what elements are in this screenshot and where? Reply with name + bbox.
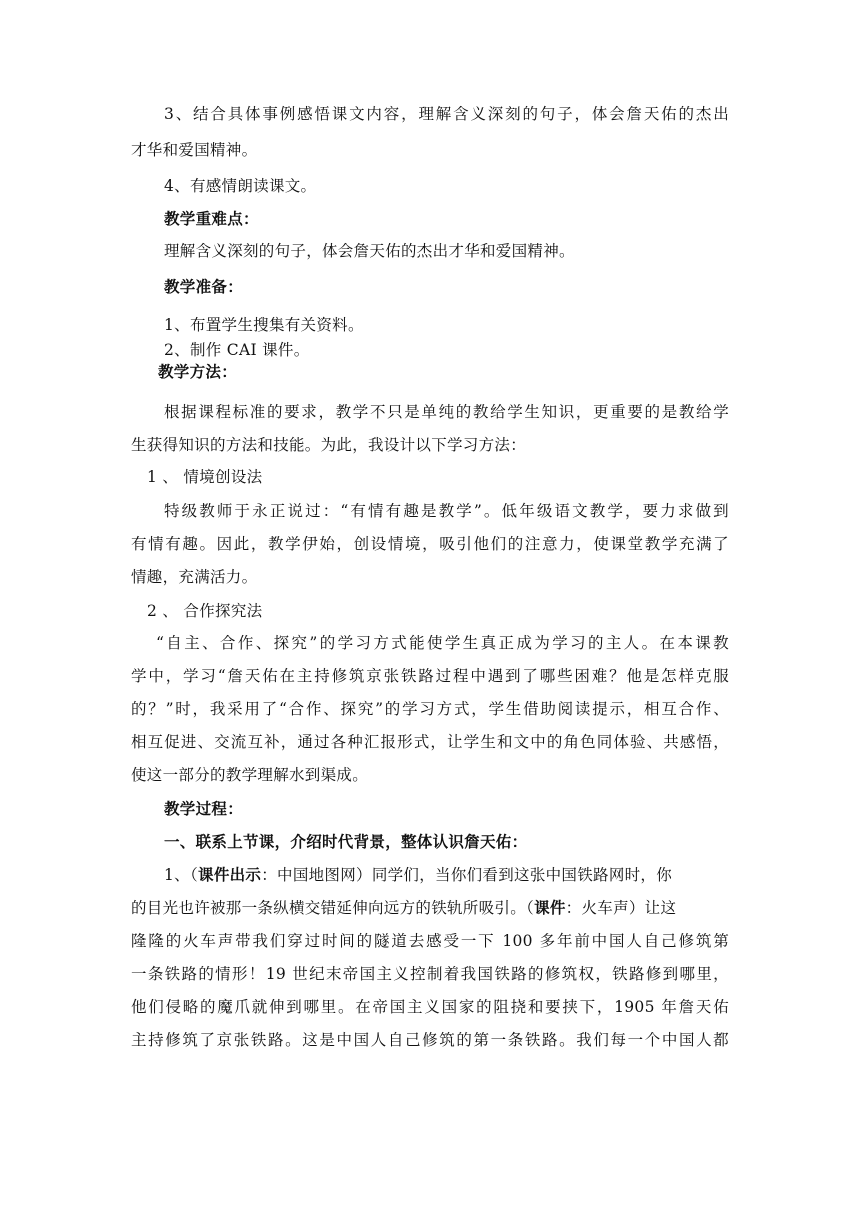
method-2-line5: 使这一部分的教学理解水到渠成。 xyxy=(131,766,369,784)
step-1-text: ：中国地图网）同学们，当你们看到这张中国铁路网时，你 xyxy=(261,866,673,884)
step-1-courseware-label: 课件出示 xyxy=(198,865,262,884)
method-2-line4: 相互促进、交流互补，通过各种汇报形式，让学生和文中的角色同体验、共感悟， xyxy=(131,733,729,751)
method-1-line3: 情趣，充满活力。 xyxy=(131,568,258,586)
methods-intro-line1: 根据课程标准的要求，教学不只是单纯的教给学生知识，更重要的是教给学 xyxy=(164,403,729,421)
objective-4: 4、有感情朗读课文。 xyxy=(164,177,317,195)
step-1-line6: 主持修筑了京张铁路。这是中国人自己修筑的第一条铁路。我们每一个中国人都 xyxy=(131,1031,729,1049)
step-1-line5: 他们侵略的魔爪就伸到哪里。在帝国主义国家的阻挠和要挟下，1905 年詹天佑 xyxy=(131,998,729,1016)
step-1-courseware-label-2: 课件 xyxy=(534,898,566,917)
method-1-title: 1 、 情境创设法 xyxy=(147,468,263,486)
methods-heading: 教学方法： xyxy=(158,362,238,381)
step-1-line1 xyxy=(164,864,672,886)
process-section-1: 一、联系上节课，介绍时代背景，整体认识詹天佑： xyxy=(164,832,528,851)
method-1-line1: 特级教师于永正说过：“有情有趣是教学”。低年级语文教学，要力求做到 xyxy=(164,502,729,520)
method-2-line1: “自主、合作、探究”的学习方式能使学生真正成为学习的主人。在本课教 xyxy=(156,634,729,652)
step-1-line3: 隆隆的火车声带我们穿过时间的隧道去感受一下 100 多年前中国人自己修筑第 xyxy=(131,932,729,950)
step-1-prefix: 1、（ xyxy=(164,866,199,884)
preparation-item-2: 2、制作 CAI 课件。 xyxy=(164,341,310,359)
step-1-line2-text-a: 的目光也许被那一条纵横交错延伸向远方的铁轨所吸引。（ xyxy=(131,899,535,917)
method-1-line2: 有情有趣。因此，教学伊始，创设情境，吸引他们的注意力，使课堂教学充满了 xyxy=(131,535,729,553)
step-1-line2-text-b: ：火车声）让这 xyxy=(565,899,677,917)
preparation-item-1: 1、布置学生搜集有关资料。 xyxy=(164,316,364,334)
method-2-title: 2 、 合作探究法 xyxy=(147,602,263,620)
key-points-text: 理解含义深刻的句子，体会詹天佑的杰出才华和爱国精神。 xyxy=(164,242,575,260)
step-1-line2 xyxy=(131,897,676,919)
objective-3-line2: 才华和爱国精神。 xyxy=(131,141,258,159)
process-heading: 教学过程： xyxy=(164,799,244,818)
method-2-line3: 的？”时，我采用了“合作、探究”的学习方式，学生借助阅读提示，相互合作、 xyxy=(131,700,729,718)
step-1-line4: 一条铁路的情形！19 世纪末帝国主义控制着我国铁路的修筑权，铁路修到哪里， xyxy=(131,965,729,983)
objective-3-line1: 3、结合具体事例感悟课文内容，理解含义深刻的句子，体会詹天佑的杰出 xyxy=(164,105,729,123)
preparation-heading: 教学准备： xyxy=(164,277,244,296)
methods-intro-line2: 生获得知识的方法和技能。为此，我设计以下学习方法： xyxy=(131,436,527,454)
key-points-heading: 教学重难点： xyxy=(164,209,259,228)
method-2-line2: 学中，学习“詹天佑在主持修筑京张铁路过程中遇到了哪些困难？他是怎样克服 xyxy=(131,667,729,685)
